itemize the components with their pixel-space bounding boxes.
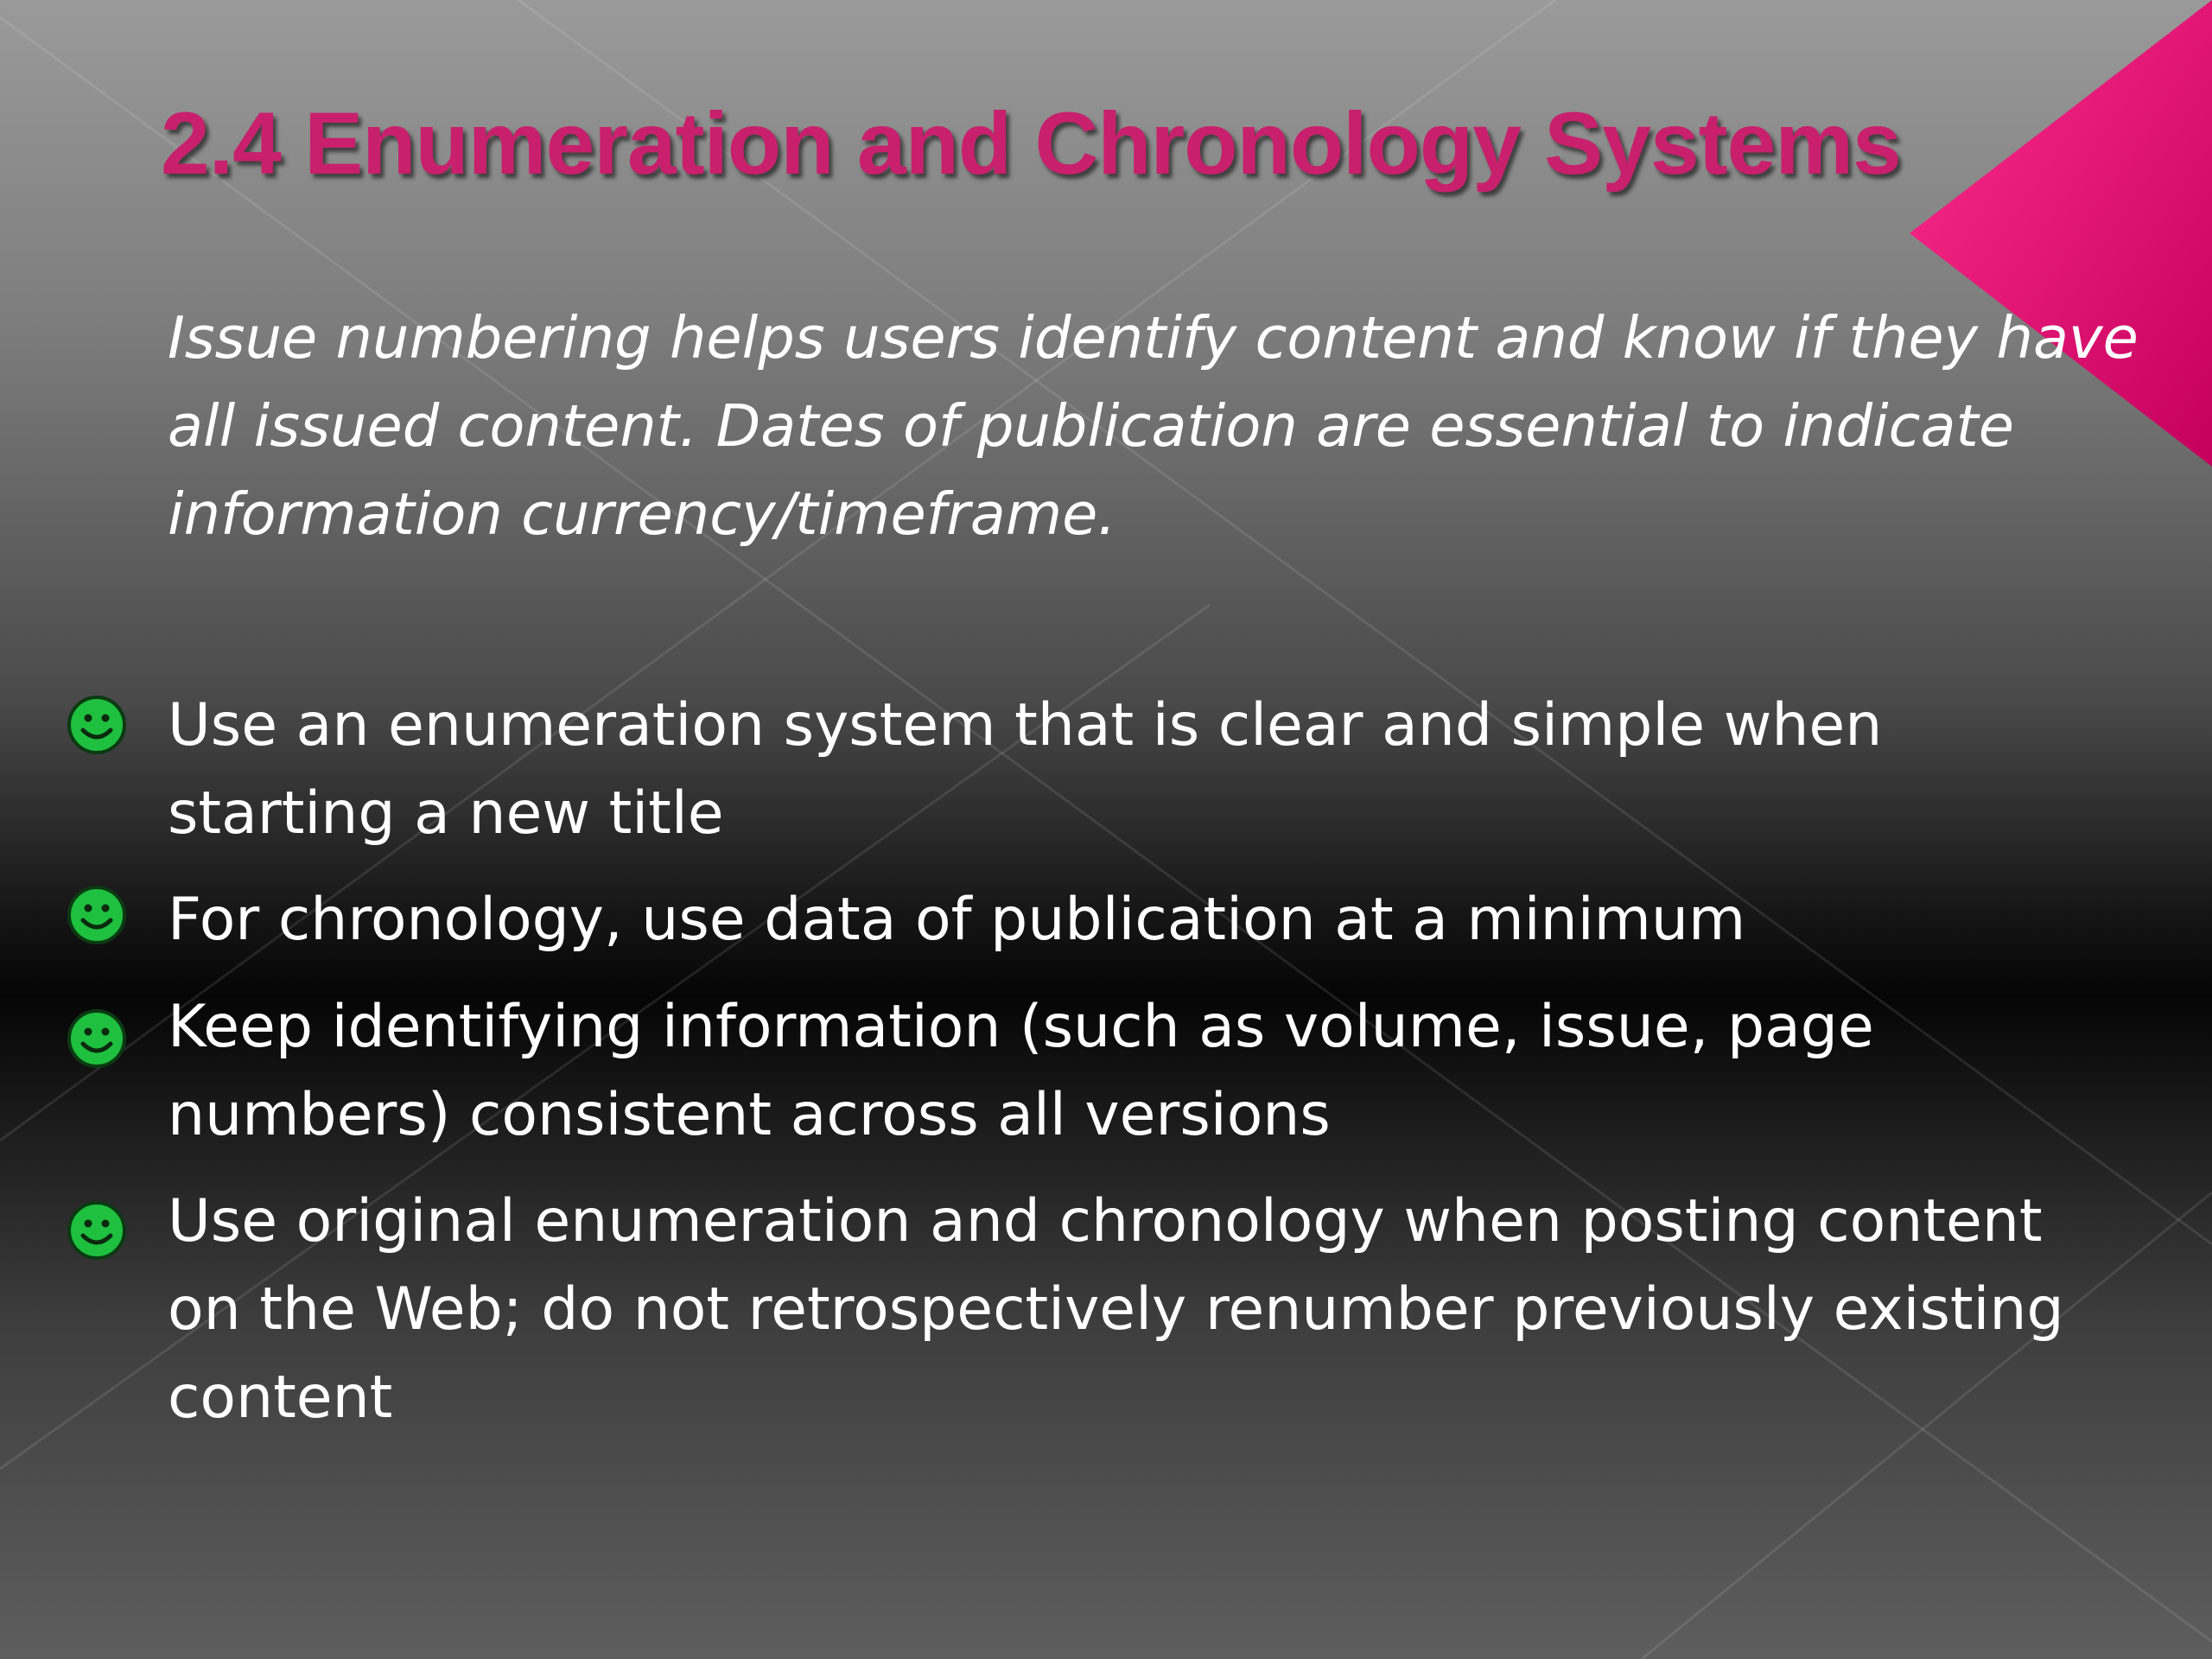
- bullet-item: [168, 682, 2094, 858]
- bullet-text: Keep identifying information (such as volume, issue, page numbers) consistent across all versions: [168, 993, 1874, 1149]
- bullet-item: [168, 983, 2094, 1160]
- bullet-text: Use an enumeration system that is clear and simple when starting a new title: [168, 691, 1883, 848]
- slide-title: 2.4 Enumeration and Chronology Systems: [161, 94, 1901, 193]
- bullet-text: For chronology, use data of publication at a minimum: [168, 886, 1746, 954]
- smiley-face-icon: [66, 884, 128, 946]
- bullet-text: Use original enumeration and chronology when posting content on the Web; do not retrospectively renumber previously existing content: [168, 1187, 2064, 1432]
- smiley-face-icon: [66, 1199, 128, 1262]
- intro-paragraph: Issue numbering helps users identify content and know if they have all issued content. Dates of publication are essential to indicate information currency/timeframe.: [168, 304, 2139, 548]
- bullet-item: [168, 1178, 2094, 1442]
- smiley-face-icon: [66, 694, 128, 756]
- smiley-face-icon: [66, 1007, 128, 1070]
- bullet-item: [168, 876, 2094, 964]
